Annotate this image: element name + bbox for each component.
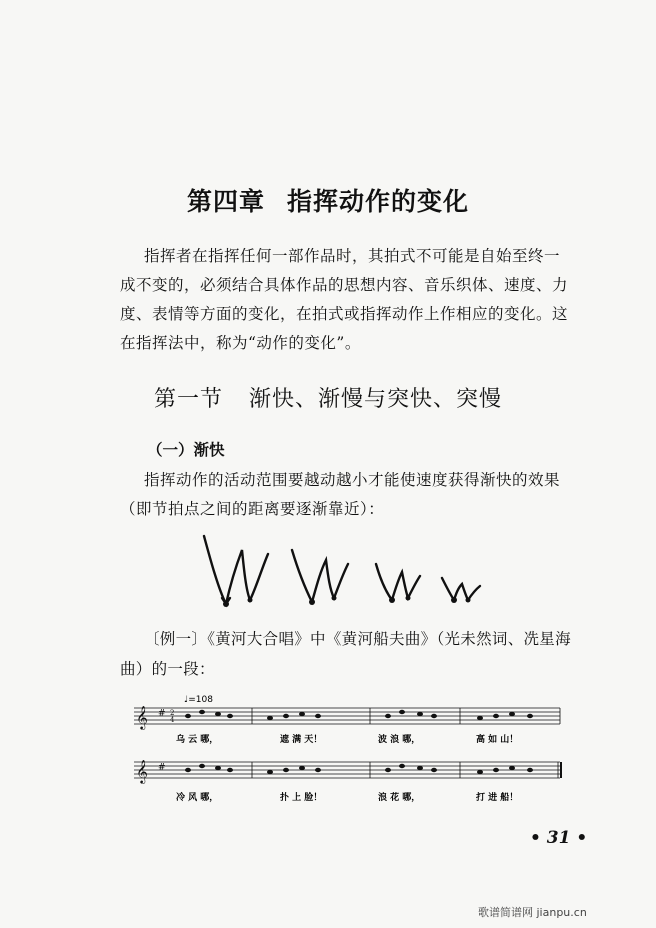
section-number: 第一节	[153, 387, 223, 412]
svg-text:#: #	[158, 709, 166, 719]
svg-text:4: 4	[170, 716, 175, 724]
lyric: 浪 花 哪，	[378, 793, 421, 803]
body-line: 指挥动作的活动范围要越动越小才能使速度获得渐快的效果	[144, 471, 561, 489]
svg-text:𝄞: 𝄞	[136, 705, 148, 729]
lyric: 扑 上 脸！	[280, 793, 323, 803]
watermark: 歌谱简谱网 jianpu.cn	[478, 906, 587, 919]
svg-text:2: 2	[170, 709, 175, 717]
lyric: 波 浪 哪，	[378, 735, 421, 745]
intro-line: 成不变的，必须结合具体作品的思想内容、音乐织体、速度、力	[120, 276, 569, 294]
section-heading	[0, 382, 656, 413]
lyric: 遮 满 天！	[280, 735, 323, 745]
example-line: 〔例一〕《黄河大合唱》中《黄河船夫曲》（光未然词、冼星海	[144, 630, 571, 648]
intro-line: 度、表情等方面的变化，在拍式或指挥动作上作相应的变化。这	[120, 305, 569, 323]
lyric: 乌 云 哪，	[176, 735, 219, 745]
body-line: （即节拍点之间的距离要逐渐靠近）：	[120, 500, 385, 518]
intro-line: 在指挥法中，称为“动作的变化”。	[120, 334, 361, 352]
intro-paragraph	[120, 242, 598, 358]
section-title: 渐快、渐慢与突快、突慢	[249, 387, 503, 412]
lyric: 高 如 山！	[476, 735, 519, 745]
tempo-mark: ♩=108	[184, 695, 213, 705]
music-score	[130, 690, 570, 810]
chapter-heading	[0, 182, 656, 218]
lyric: 冷 风 哪，	[176, 793, 219, 803]
body-paragraph	[120, 466, 598, 524]
intro-line: 指挥者在指挥任何一部作品时，其拍式不可能是自始至终一	[144, 247, 561, 265]
svg-text:#: #	[158, 763, 166, 773]
page-number: • 31 •	[530, 828, 588, 848]
lyric: 打 进 船！	[476, 793, 519, 803]
chapter-number: 第四章	[186, 187, 265, 216]
example-caption	[120, 624, 598, 684]
chapter-title: 指挥动作的变化	[287, 187, 470, 216]
example-line: 曲）的一段：	[120, 660, 215, 678]
subsection-heading: （一）渐快	[147, 441, 225, 459]
accelerando-gesture-diagram	[190, 528, 500, 614]
svg-text:𝄞: 𝄞	[136, 759, 148, 783]
staff-2-notes	[136, 759, 533, 784]
staff-1-notes	[136, 705, 533, 730]
